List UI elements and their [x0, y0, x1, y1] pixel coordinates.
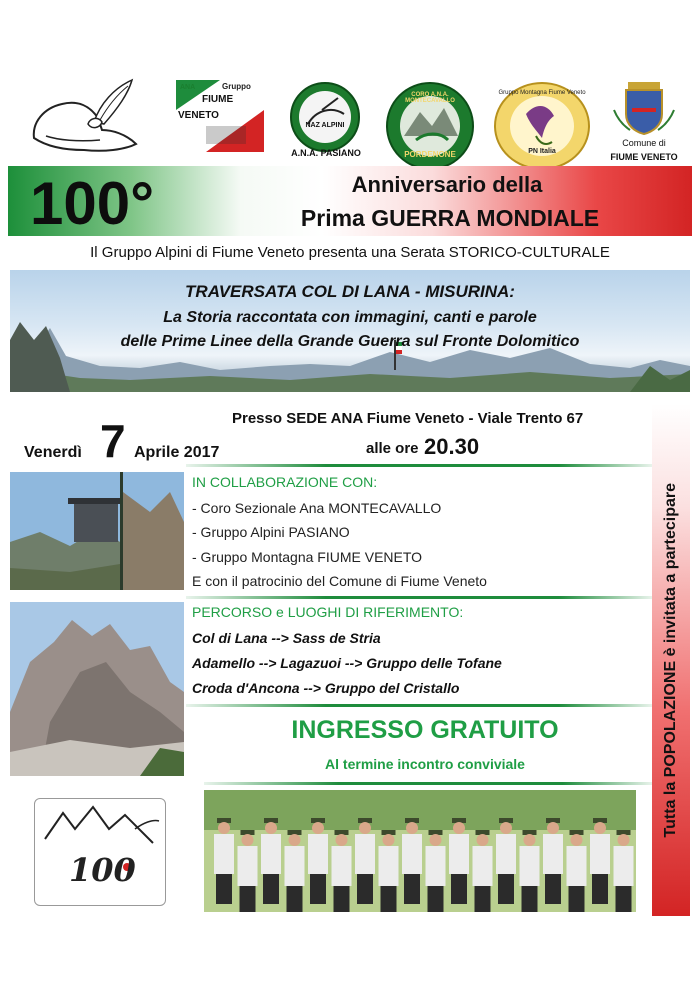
convivial-note: Al termine incontro conviviale: [325, 756, 525, 772]
montecavallo-ring-text: CORO A.N.A. MONTECAVALLO: [405, 92, 455, 104]
percorso-item: Croda d'Ancona --> Gruppo del Cristallo: [192, 680, 460, 696]
traversata-line-2: delle Prime Linee della Grande Guerra sul Fronte Dolomitico: [120, 333, 580, 350]
dolomite-peak-photo: [10, 602, 184, 776]
side-invitation-text: Tutta la POPOLAZIONE è invitata a partecipare: [662, 482, 679, 838]
percorso-item: Col di Lana --> Sass de Stria: [192, 630, 381, 646]
gm-ring-text: Gruppo Montagna Fiume Veneto: [498, 90, 586, 96]
anniversary-line-2: Prima GUERRA MONDIALE: [300, 205, 600, 231]
collab-item: - Coro Sezionale Ana MONTECAVALLO: [192, 500, 442, 516]
free-entry-title: INGRESSO GRATUITO: [291, 716, 559, 744]
pasiano-caption: A.N.A. PASIANO: [291, 148, 361, 158]
alpini-hat-icon: [28, 78, 146, 164]
event-day: 7: [100, 415, 126, 467]
divider-line: [186, 596, 652, 599]
montecavallo-bottom-text: PORDENONE: [404, 150, 456, 159]
percorso-item: Adamello --> Lagazuoi --> Gruppo delle Tofane: [192, 655, 502, 671]
anniversary-line-1: Anniversario della: [351, 172, 543, 197]
divider-line: [204, 782, 652, 785]
pasiano-inner-text: NAZ ALPINI: [305, 122, 345, 129]
divider-line: [186, 704, 652, 707]
event-subtitle: Il Gruppo Alpini di Fiume Veneto presenta una Serata STORICO-CULTURALE: [90, 244, 610, 261]
percorso-heading: PERCORSO e LUOGHI DI RIFERIMENTO:: [192, 604, 464, 620]
event-time: 20.30: [424, 434, 480, 459]
fv-gruppo-text: Gruppo: [222, 82, 251, 91]
comune-caption-1: Comune di: [622, 138, 666, 148]
comune-caption-2: FIUME VENETO: [610, 152, 678, 162]
fv-veneto-text: VENETO: [178, 110, 219, 121]
collab-heading: IN COLLABORAZIONE CON:: [192, 474, 378, 490]
mountain-hut-photo: [10, 472, 184, 590]
fv-fiume-text: FIUME: [202, 94, 234, 105]
collab-item: - Gruppo Montagna FIUME VENETO: [192, 549, 423, 565]
centenary-number: 100°: [30, 170, 155, 237]
gruppo-montagna-logo: [494, 82, 590, 170]
collab-item: E con il patrocinio del Comune di Fiume Veneto: [192, 573, 487, 589]
event-month-year: Aprile 2017: [134, 444, 220, 461]
centenary-logo-number: 100: [69, 851, 136, 889]
event-time-prefix: alle ore: [366, 440, 419, 457]
event-weekday: Venerdì: [24, 444, 82, 461]
event-place: Presso SEDE ANA Fiume Veneto - Viale Trento 67: [232, 410, 584, 427]
divider-line: [186, 464, 652, 467]
side-invitation: [652, 404, 690, 916]
centenary-logo: [34, 798, 166, 906]
traversata-line-1: La Storia raccontata con immagini, canti e parole: [163, 309, 537, 326]
fv-ana-text: ANA: [180, 84, 196, 91]
coro-montecavallo-logo: [386, 82, 474, 170]
choir-group-photo: [204, 790, 636, 912]
collab-item: - Gruppo Alpini PASIANO: [192, 524, 350, 540]
gruppo-fiume-veneto-logo: [176, 80, 264, 152]
ana-pasiano-logo: [290, 82, 360, 152]
traversata-title: TRAVERSATA COL DI LANA - MISURINA:: [185, 282, 515, 301]
gm-bottom-text: PN Italia: [528, 148, 556, 155]
